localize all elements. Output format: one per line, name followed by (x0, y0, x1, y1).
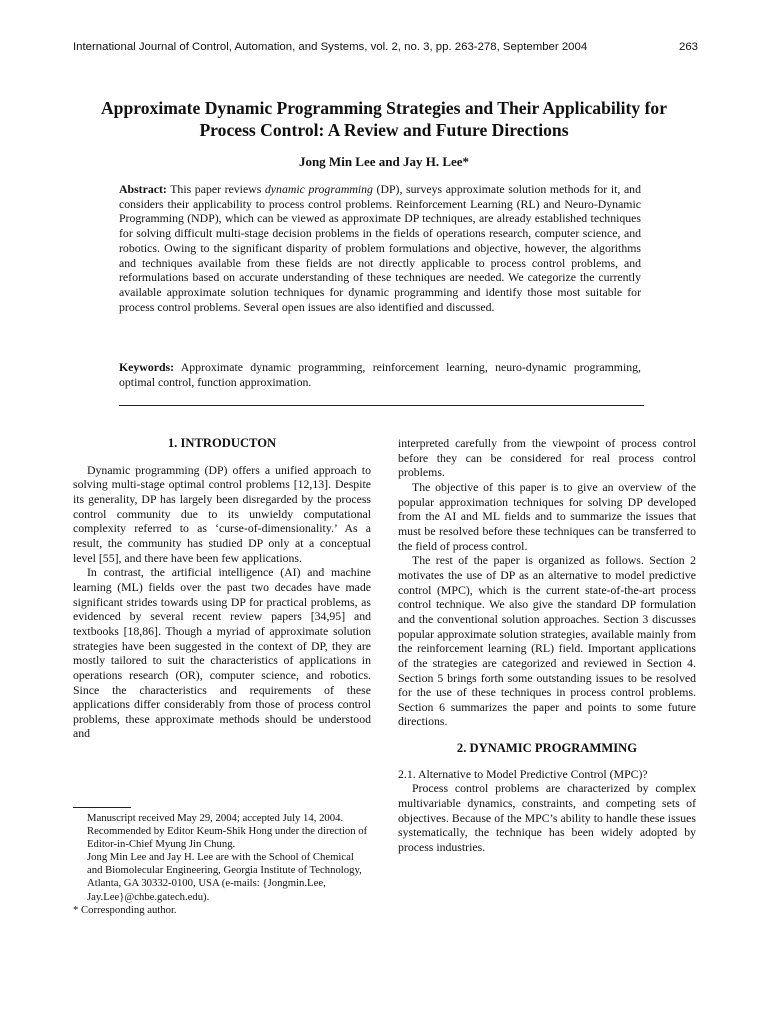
journal-citation: International Journal of Control, Automation, and Systems, vol. 2, no. 3, pp. 263-278, September 2004 (73, 41, 588, 53)
title-line-2: Process Control: A Review and Future Directions (199, 120, 569, 140)
abstract-text-pre: This paper reviews (166, 182, 265, 196)
abstract-label: Abstract: (119, 182, 167, 196)
footnote-corresponding: * Corresponding author. (73, 903, 177, 916)
section-1-heading: 1. INTRODUCTON (167, 436, 277, 450)
section-2-paragraph-1: Process control problems are characterized by complex multivariable dynamics, constraints, and competing sets of objectives. Because of the MPC’s ability to handle these issues systematically, the technique has been widely adopted by process industries. (398, 781, 696, 855)
intro-paragraph-1: Dynamic programming (DP) offers a unified approach to solving multi-stage optimal control problems [12,13]. Despite its generality, DP has largely been disregarded by the process control community due to its unwieldy computational complexity referred to as ‘curse-of-dimensionality.’ As a result, the community has studied DP only at a conceptual level [55], and there have been few applications. (73, 462, 371, 565)
abstract-text: (DP), surveys approximate solution methods for it, and considers their applicability to process control problems. Reinforcement Learning (RL) and Neuro-Dynamic Programming (NDP), which can be viewed as approximate DP techniques, are already established techniques for solving difficult multi-stage decision problems in the fields of operations research, computer science, and robotics. Owing to the significant disparity of problem formulations and objective, however, the algorithms and techniques available from these fields are not directly applicable to process control problems, and reformulations based on accurate understanding of these techniques are needed. We categorize the currently available approximate solution techniques for dynamic programming and identify those most suitable for process control problems. Several open issues are also identified and discussed. (119, 182, 641, 314)
author-list: Jong Min Lee and Jay H. Lee* (298, 154, 470, 169)
intro-paragraph-2: In contrast, the artificial intelligence (AI) and machine learning (ML) fields over the past two decades have made significant strides towards using DP for practical problems, as evidenced by several recent review papers [34,95] and textbooks [18,86]. Though a myriad of approximate solution strategies have been suggested in the context of DP, they are mostly tailored to suit the characteristics of applications in operations research (OR), computer science, and robotics. Since the characteristics and requirements of these applications differ considerably from those of process control problems, these approximate methods should be understood and (73, 565, 371, 741)
intro-paragraph-4: The rest of the paper is organized as follows. Section 2 motivates the use of DP as an alternative to model predictive control (MPC), which is the current state-of-the-art process control technique. We also give the standard DP formulation and the conventional solution approaches. Section 3 discusses popular approximate solution strategies, available mainly from the reinforcement learning (RL) field. Important applications of the strategies are categorized and reviewed in Section 4. Section 5 brings forth some outstanding issues to be resolved for the use of these techniques in process control problems. Section 6 summarizes the paper and points to some future directions. (398, 553, 696, 729)
paper-title (60, 97, 708, 141)
footnote-received: Manuscript received May 29, 2004; accepted July 14, 2004. Recommended by Editor Keum-Shik Hong under the direction of Editor-in-Chief Myung Jin Chung. (87, 812, 368, 851)
abstract (119, 182, 641, 314)
running-header (73, 41, 698, 53)
left-column (73, 436, 371, 741)
intro-paragraph-3: The objective of this paper is to give an overview of the popular approximation techniques for solving DP developed from the AI and ML fields and to summarize the issues that must be resolved before these techniques can be transferred to the field of process control. (398, 479, 696, 553)
footnote (73, 807, 371, 917)
subsection-2-1-heading: 2.1. Alternative to Model Predictive Control (MPC)? (398, 766, 648, 781)
footnote-rule (73, 807, 131, 808)
keywords (119, 360, 641, 389)
title-line-1: Approximate Dynamic Programming Strategies and Their Applicability for (100, 98, 668, 118)
page-number: 263 (678, 41, 698, 53)
right-column (398, 436, 696, 855)
intro-paragraph-2-continued: interpreted carefully from the viewpoint of process control before they can be considered for real process control problems. (398, 436, 696, 480)
abstract-emphasis: dynamic programming (264, 182, 373, 196)
footnote-affiliation: Jong Min Lee and Jay H. Lee are with the School of Chemical and Biomolecular Engineering, Georgia Institute of Technology, Atlanta, GA 30332-0100, USA (e-mails: {Jongmin.Lee, Jay.Lee}@chbe.gatech.edu). (87, 851, 362, 903)
keywords-label: Keywords: (119, 360, 175, 374)
section-2-heading: 2. DYNAMIC PROGRAMMING (456, 741, 638, 756)
divider-rule (119, 405, 644, 406)
keywords-text: Approximate dynamic programming, reinforcement learning, neuro-dynamic programming, optimal control, function approximation. (119, 360, 641, 389)
